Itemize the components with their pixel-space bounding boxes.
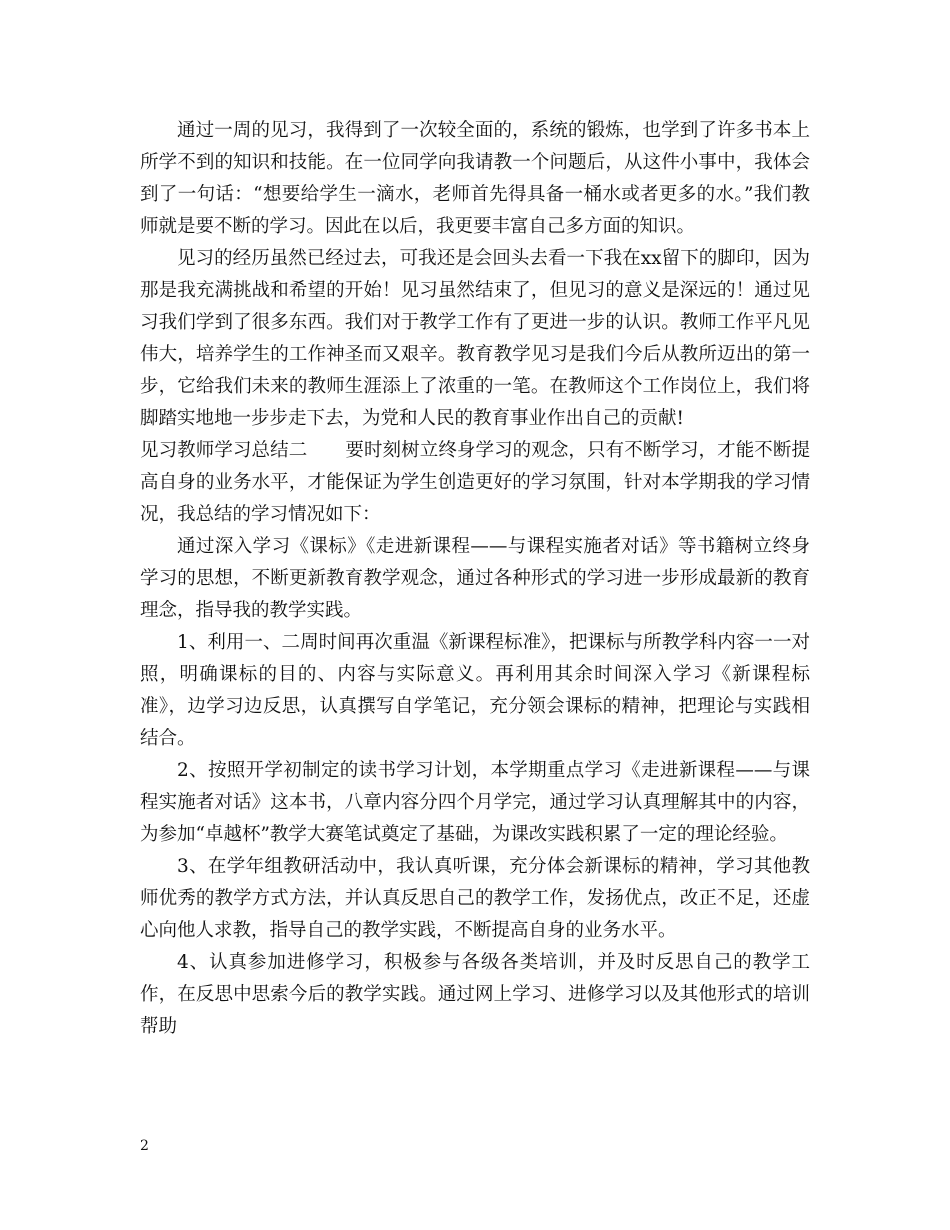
paragraph-3: 通过深入学习《课标》《走进新课程——与课程实施者对话》等书籍树立终身学习的思想，不断更新教育教学观念，通过各种形式的学习进一步形成最新的教育理念，指导我的教学实践。 <box>140 536 810 621</box>
section-heading-paragraph <box>140 435 810 531</box>
paragraph-7: 4、认真参加进修学习，积极参与各级各类培训，并及时反思自己的教学工作，在反思中思索今后的教学实践。通过网上学习、进修学习以及其他形式的培训帮助 <box>140 952 810 1037</box>
section-intro: 要时刻树立终身学习的观念，只有不断学习，才能不断提高自身的业务水平，才能保证为学生创造更好的学习氛围，针对本学期我的学习情况，我总结的学习情况如下： <box>140 440 810 525</box>
paragraph-4: 1、利用一、二周时间再次重温《新课程标准》，把课标与所教学科内容一一对照，明确课标的目的、内容与实际意义。再利用其余时间深入学习《新课程标准》，边学习边反思，认真撰写自学笔记，充分领会课标的精神，把理论与实践相结合。 <box>140 632 810 749</box>
page-number: 2 <box>140 1138 149 1154</box>
paragraph-2: 见习的经历虽然已经过去，可我还是会回头去看一下我在xx留下的脚印，因为那是我充满挑战和希望的开始！见习虽然结束了，但见习的意义是深远的！通过见习我们学到了很多东西。我们对于教学工作有了更进一步的认识。教师工作平凡见伟大，培养学生的工作神圣而又艰辛。教育教学见习是我们今后从教所迈出的第一步，它给我们未来的教师生涯添上了浓重的一笔。在教师这个工作岗位上，我们将脚踏实地地一步步走下去，为党和人民的教育事业作出自己的贡献! <box>140 248 810 429</box>
section-title: 见习教师学习总结二 <box>140 440 308 461</box>
document-body <box>140 115 810 1043</box>
paragraph-1: 通过一周的见习，我得到了一次较全面的，系统的锻炼，也学到了许多书本上所学不到的知识和技能。在一位同学向我请教一个问题后，从这件小事中，我体会到了一句话：“想要给学生一滴水，老师首先得具备一桶水或者更多的水。”我们教师就是要不断的学习。因此在以后，我更要丰富自己多方面的知识。 <box>140 120 810 237</box>
paragraph-6: 3、在学年组教研活动中，我认真听课，充分体会新课标的精神，学习其他教师优秀的教学方式方法，并认真反思自己的教学工作，发扬优点，改正不足，还虚心向他人求教，指导自己的教学实践，不断提高自身的业务水平。 <box>140 856 810 941</box>
paragraph-5: 2、按照开学初制定的读书学习计划，本学期重点学习《走进新课程——与课程实施者对话》这本书，八章内容分四个月学完，通过学习认真理解其中的内容，为参加“卓越杯”教学大赛笔试奠定了基础，为课改实践积累了一定的理论经验。 <box>140 760 810 845</box>
